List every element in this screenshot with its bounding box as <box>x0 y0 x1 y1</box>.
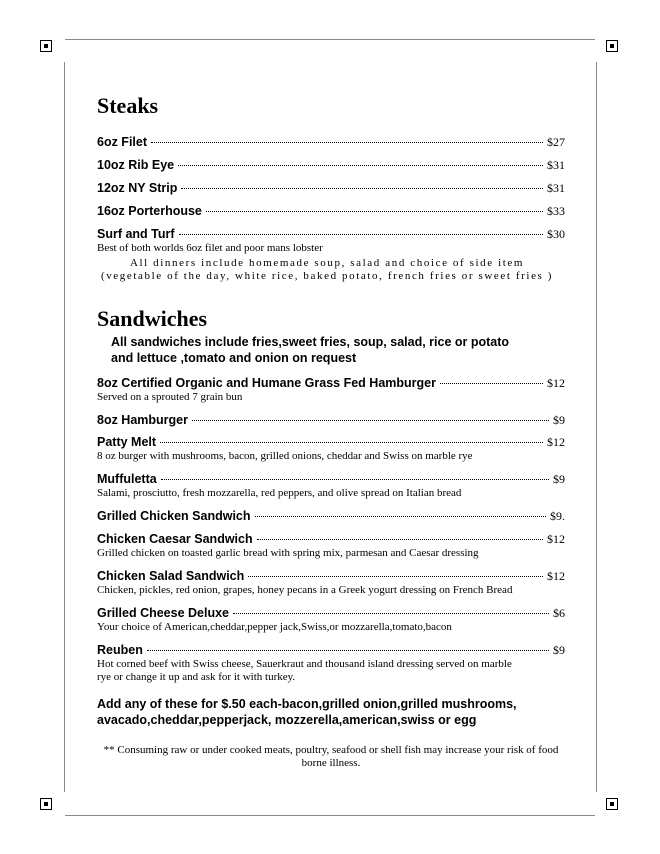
dot-leader <box>248 576 543 577</box>
left-guide-line <box>64 62 65 792</box>
dot-leader <box>178 165 543 166</box>
menu-item <box>97 158 565 173</box>
dinner-note: All dinners include homemade soup, salad and choice of side item (vegetable of the day, white rice, baked potato, french fries or sweet fries ) <box>100 257 554 282</box>
item-price: $9 <box>553 413 565 427</box>
sandwiches-title: Sandwiches <box>97 306 208 331</box>
item-description: Grilled chicken on toasted garlic bread with spring mix, parmesan and Caesar dressing <box>97 547 479 559</box>
crop-mark-icon <box>606 40 618 52</box>
steaks-title: Steaks <box>97 93 159 118</box>
item-description: Best of both worlds 6oz filet and poor mans lobster <box>97 242 323 254</box>
item-description: Your choice of American,cheddar,pepper jack,Swiss,or mozzarella,tomato,bacon <box>97 621 452 633</box>
menu-item <box>97 569 565 597</box>
item-price: $9. <box>550 509 565 523</box>
item-price: $27 <box>547 135 565 149</box>
item-price: $9 <box>553 472 565 486</box>
sandwiches-intro: All sandwiches include fries,sweet fries, soup, salad, rice or potato and lettuce ,tomato and onion on request <box>111 335 510 365</box>
item-name: 8oz Hamburger <box>97 413 188 427</box>
item-price: $31 <box>547 158 565 172</box>
item-price: $33 <box>547 204 565 218</box>
crop-mark-icon <box>606 798 618 810</box>
top-guide-line <box>65 39 595 40</box>
item-name: 16oz Porterhouse <box>97 204 202 218</box>
item-name: 10oz Rib Eye <box>97 158 175 172</box>
item-price: $31 <box>547 181 565 195</box>
food-safety-disclaimer: ** Consuming raw or under cooked meats, poultry, seafood or shell fish may increase your risk of food borne illness. <box>103 744 559 769</box>
crop-mark-icon <box>40 40 52 52</box>
menu-item <box>97 509 565 524</box>
menu-item <box>97 413 565 428</box>
menu-item <box>97 204 565 219</box>
item-description: Served on a sprouted 7 grain bun <box>97 391 243 403</box>
item-name: Chicken Salad Sandwich <box>97 569 245 583</box>
menu-item <box>97 532 565 560</box>
item-description: 8 oz burger with mushrooms, bacon, grilled onions, cheddar and Swiss on marble rye <box>97 450 473 462</box>
dot-leader <box>257 539 543 540</box>
item-name: Surf and Turf <box>97 227 175 241</box>
item-price: $6 <box>553 606 565 620</box>
dot-leader <box>181 188 543 189</box>
item-price: $12 <box>547 376 565 390</box>
item-price: $12 <box>547 435 565 449</box>
dot-leader <box>151 142 543 143</box>
menu-content <box>97 93 565 770</box>
dot-leader <box>255 516 546 517</box>
item-name: Grilled Chicken Sandwich <box>97 509 251 523</box>
menu-item <box>97 227 565 255</box>
menu-item <box>97 376 565 404</box>
menu-item <box>97 472 565 500</box>
item-name: Muffuletta <box>97 472 157 486</box>
dot-leader <box>160 442 543 443</box>
item-price: $9 <box>553 643 565 657</box>
dot-leader <box>147 650 549 651</box>
item-name: Chicken Caesar Sandwich <box>97 532 253 546</box>
dot-leader <box>192 420 549 421</box>
item-price: $30 <box>547 227 565 241</box>
dot-leader <box>179 234 543 235</box>
bottom-guide-line <box>65 815 595 816</box>
item-price: $12 <box>547 569 565 583</box>
item-description: Hot corned beef with Swiss cheese, Sauerkraut and thousand island dressing served on marble rye or change it up and ask for it with turkey. <box>97 658 512 683</box>
menu-item <box>97 643 565 684</box>
menu-item <box>97 181 565 196</box>
menu-item <box>97 135 565 150</box>
dot-leader <box>233 613 549 614</box>
item-name: 6oz Filet <box>97 135 148 149</box>
dot-leader <box>440 383 543 384</box>
menu-item <box>97 606 565 634</box>
addons-note: Add any of these for $.50 each-bacon,grilled onion,grilled mushrooms, avacado,cheddar,pepperjack, mozzerella,american,swiss or egg <box>97 697 517 727</box>
item-name: Patty Melt <box>97 435 157 449</box>
right-guide-line <box>596 62 597 792</box>
item-description: Chicken, pickles, red onion, grapes, honey pecans in a Greek yogurt dressing on French Bread <box>97 584 513 596</box>
crop-mark-icon <box>40 798 52 810</box>
item-name: Reuben <box>97 643 143 657</box>
dot-leader <box>206 211 543 212</box>
item-description: Salami, prosciutto, fresh mozzarella, red peppers, and olive spread on Italian bread <box>97 487 462 499</box>
item-name: Grilled Cheese Deluxe <box>97 606 230 620</box>
item-price: $12 <box>547 532 565 546</box>
menu-item <box>97 435 565 463</box>
dot-leader <box>161 479 549 480</box>
item-name: 8oz Certified Organic and Humane Grass Fed Hamburger <box>97 376 436 390</box>
item-name: 12oz NY Strip <box>97 181 178 195</box>
